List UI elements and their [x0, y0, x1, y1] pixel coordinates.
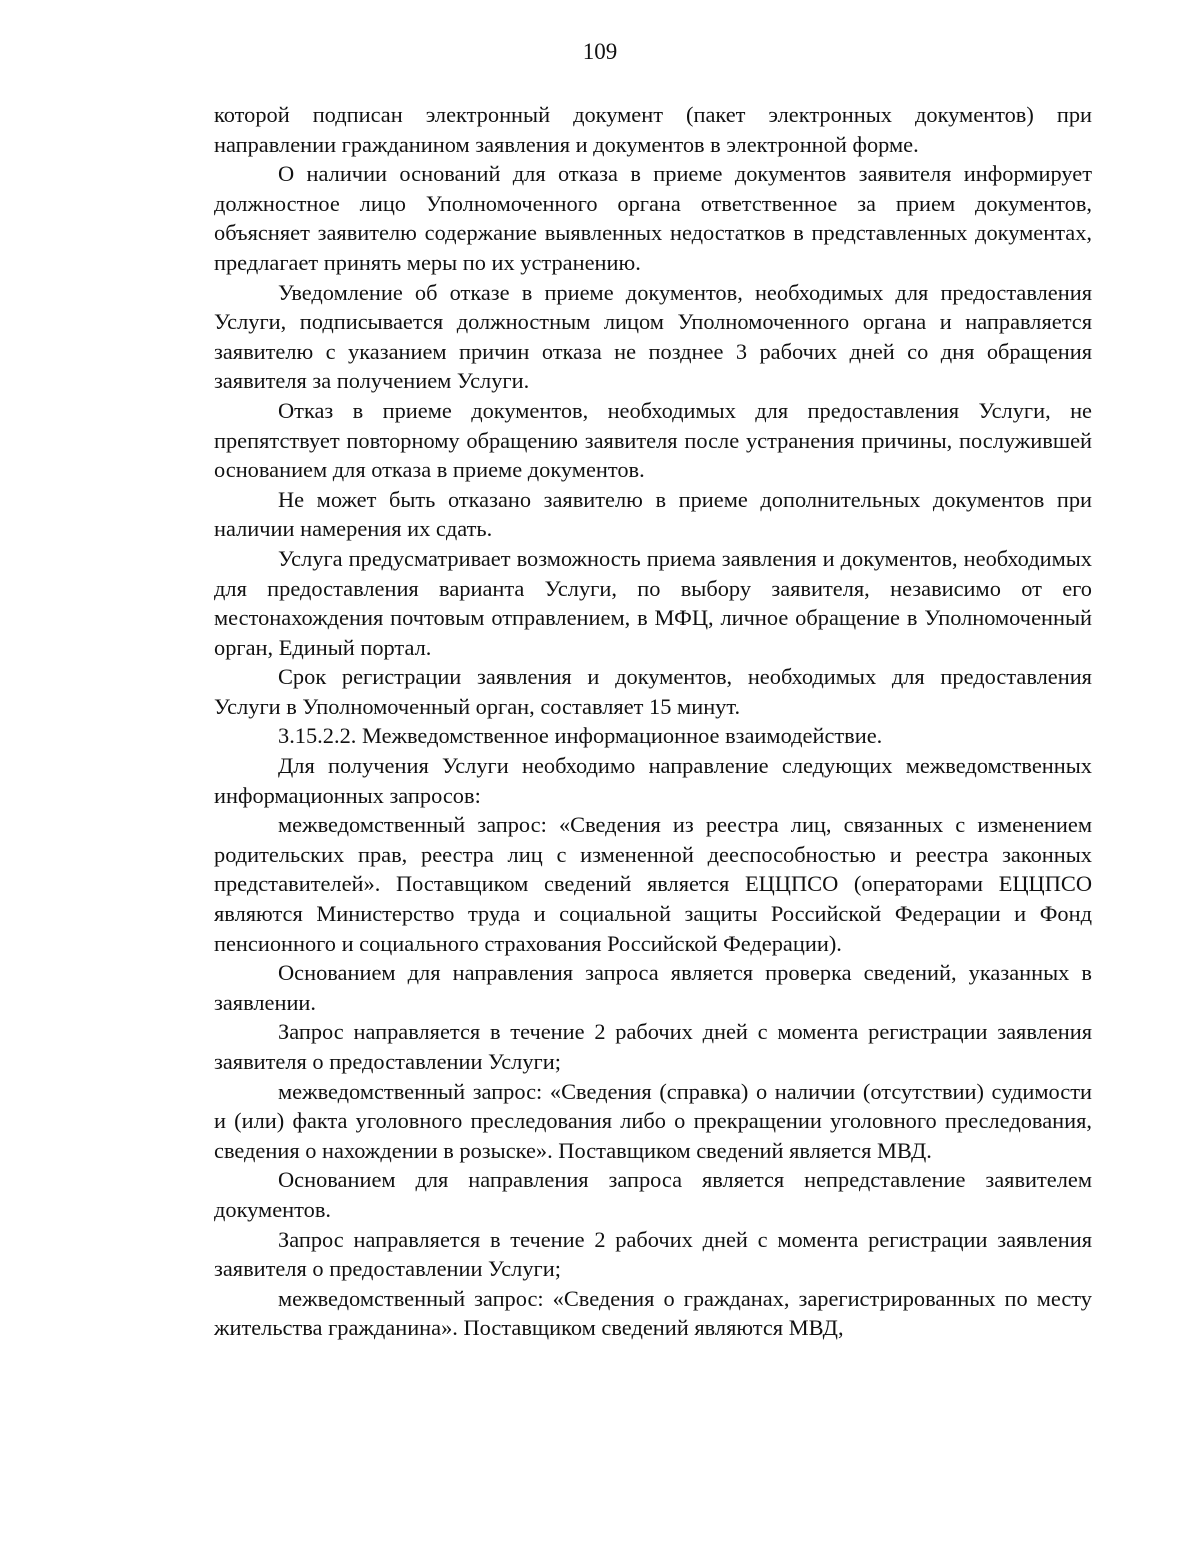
paragraph: межведомственный запрос: «Сведения из реестра лиц, связанных с изменением родительских прав, реестра лиц с измененной дееспособностью и реестра законных представителей». Поставщиком сведений является ЕЦЦПСО (операторами ЕЦЦПСО являются Министерство труда и социальной защиты Российской Федерации и Фонд пенсионного и социального страхования Российской Федерации). — [214, 812, 1092, 956]
paragraph: Запрос направляется в течение 2 рабочих дней с момента регистрации заявления заявителя о предоставлении Услуги; — [214, 1226, 1092, 1282]
paragraph: Запрос направляется в течение 2 рабочих дней с момента регистрации заявления заявителя о предоставлении Услуги; — [214, 1019, 1092, 1074]
paragraph: Отказ в приеме документов, необходимых для предоставления Услуги, не препятствует повторному обращению заявителя после устранения причины, послужившей основанием для отказа в приеме документов. — [214, 397, 1092, 483]
section-heading: 3.15.2.2. Межведомственное информационное взаимодействие. — [278, 723, 883, 749]
paragraph: Услуга предусматривает возможность приема заявления и документов, необходимых для предоставления варианта Услуги, по выбору заявителя, независимо от его местонахождения почтовым отправлением, в МФЦ, личное обращение в Уполномоченный орган, Единый портал. — [214, 545, 1092, 660]
paragraph: Для получения Услуги необходимо направление следующих межведомственных информационных запросов: — [214, 753, 1092, 808]
paragraph: Не может быть отказано заявителю в приеме дополнительных документов при наличии намерения их сдать. — [214, 486, 1092, 542]
paragraph: Срок регистрации заявления и документов, необходимых для предоставления Услуги в Уполномоченный орган, составляет 15 минут. — [214, 664, 1092, 719]
document-body — [214, 100, 1092, 1343]
paragraph: которой подписан электронный документ (пакет электронных документов) при направлении гражданином заявления и документов в электронной форме. — [214, 102, 1092, 157]
page-number: 109 — [582, 39, 618, 64]
paragraph: межведомственный запрос: «Сведения (справка) о наличии (отсутствии) судимости и (или) факта уголовного преследования либо о прекращении уголовного преследования, сведения о нахождении в розыске». Поставщиком сведений является МВД. — [214, 1078, 1092, 1163]
paragraph: Основанием для направления запроса является проверка сведений, указанных в заявлении. — [214, 960, 1092, 1015]
paragraph: межведомственный запрос: «Сведения о гражданах, зарегистрированных по месту жительства гражданина». Поставщиком сведений являются МВД, — [214, 1285, 1092, 1341]
paragraph: О наличии оснований для отказа в приеме документов заявителя информирует должностное лицо Уполномоченного органа ответственное за прием документов, объясняет заявителю содержание выявленных недостатков в представленных документах, предлагает принять меры по их устранению. — [214, 161, 1092, 275]
paragraph: Уведомление об отказе в приеме документов, необходимых для предоставления Услуги, подписывается должностным лицом Уполномоченного органа и направляется заявителю с указанием причин отказа не позднее 3 рабочих дней со дня обращения заявителя за получением Услуги. — [214, 279, 1092, 394]
paragraph: Основанием для направления запроса является непредставление заявителем документов. — [214, 1167, 1092, 1222]
